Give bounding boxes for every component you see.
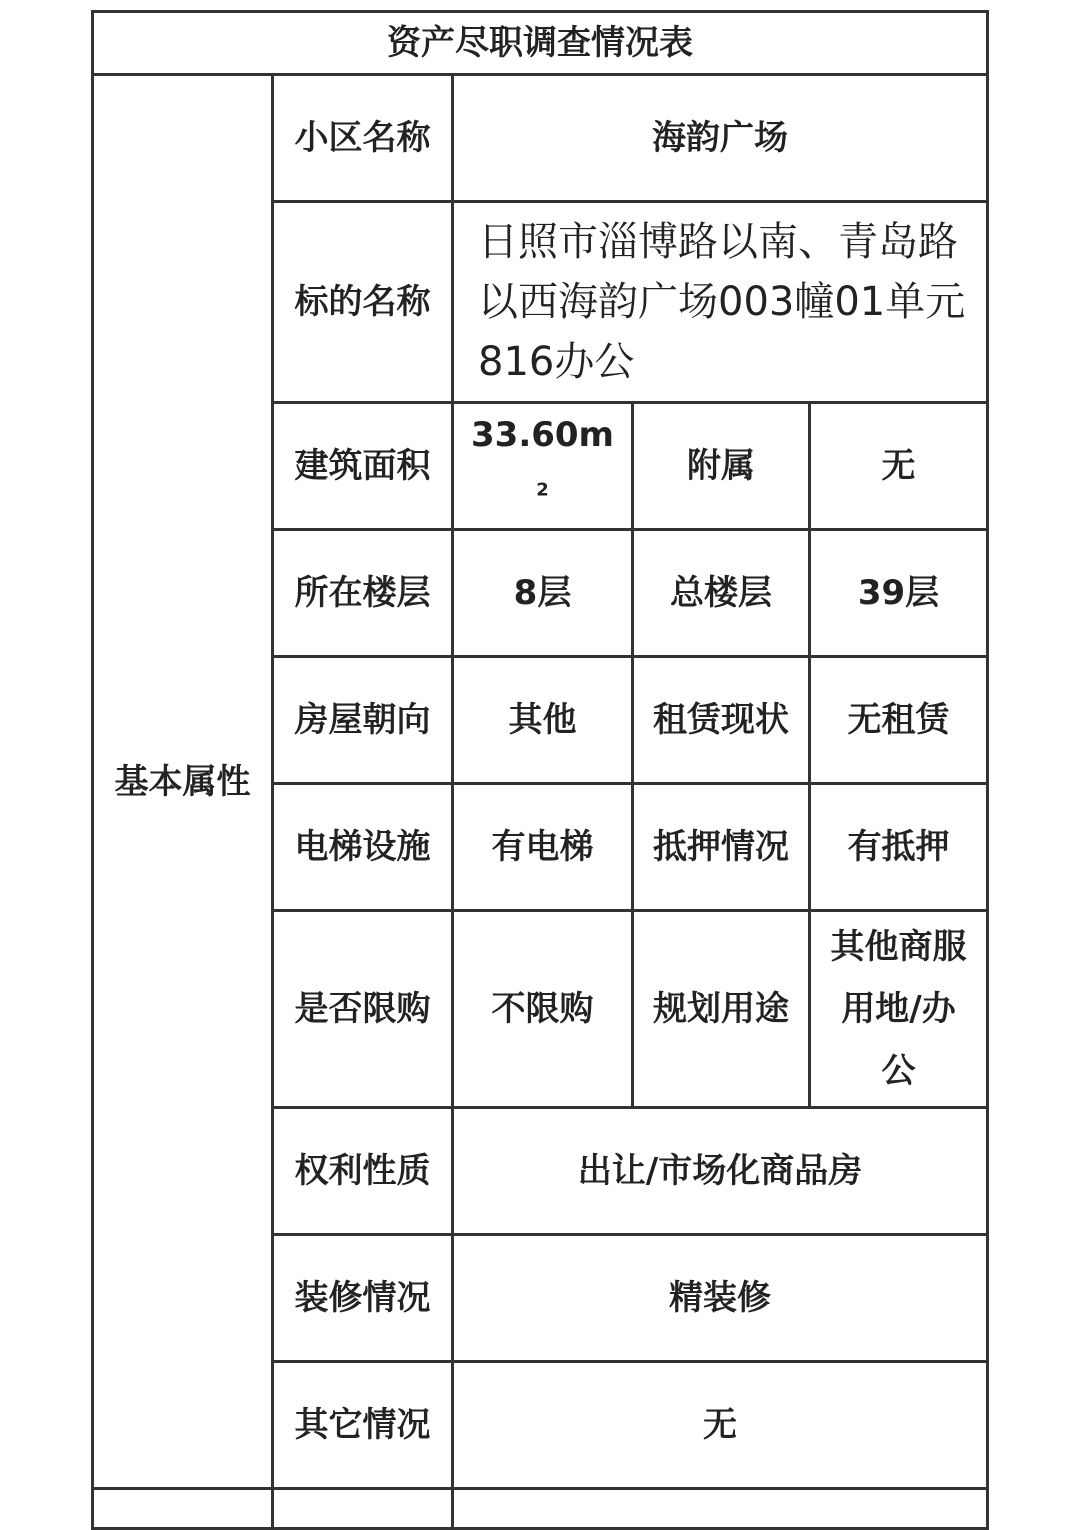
elevator-value: 有电梯 — [453, 784, 633, 911]
area-number: 33.60m — [471, 415, 614, 455]
area-label: 建筑面积 — [273, 403, 453, 530]
attached-value: 无 — [810, 403, 988, 530]
community-value: 海韵广场 — [453, 75, 988, 202]
other-label: 其它情况 — [273, 1362, 453, 1489]
total-floors-label: 总楼层 — [633, 530, 810, 657]
planned-use-label: 规划用途 — [633, 911, 810, 1108]
table-title: 资产尽职调查情况表 — [93, 12, 988, 75]
area-value — [453, 403, 633, 530]
property-value: 日照市淄博路以南、青岛路以西海韵广场003幢01单元816办公 — [453, 202, 988, 403]
due-diligence-sheet — [91, 10, 989, 1530]
decoration-label: 装修情况 — [273, 1235, 453, 1362]
next-row-cell — [273, 1489, 453, 1529]
other-value: 无 — [453, 1362, 988, 1489]
elevator-label: 电梯设施 — [273, 784, 453, 911]
floor-value: 8层 — [453, 530, 633, 657]
lease-label: 租赁现状 — [633, 657, 810, 784]
decoration-value: 精装修 — [453, 1235, 988, 1362]
rights-value: 出让/市场化商品房 — [453, 1108, 988, 1235]
property-label: 标的名称 — [273, 202, 453, 403]
next-row-cell — [453, 1489, 988, 1529]
floor-label: 所在楼层 — [273, 530, 453, 657]
attached-label: 附属 — [633, 403, 810, 530]
orientation-label: 房屋朝向 — [273, 657, 453, 784]
purchase-limit-label: 是否限购 — [273, 911, 453, 1108]
community-label: 小区名称 — [273, 75, 453, 202]
area-unit-superscript: 2 — [536, 479, 549, 501]
orientation-value: 其他 — [453, 657, 633, 784]
rights-label: 权利性质 — [273, 1108, 453, 1235]
section-basic-attributes: 基本属性 — [93, 75, 273, 1489]
mortgage-label: 抵押情况 — [633, 784, 810, 911]
purchase-limit-value: 不限购 — [453, 911, 633, 1108]
next-row-cell — [93, 1489, 273, 1529]
planned-use-value: 其他商服用地/办公 — [810, 911, 988, 1108]
lease-value: 无租赁 — [810, 657, 988, 784]
total-floors-value: 39层 — [810, 530, 988, 657]
asset-table — [91, 10, 989, 1530]
mortgage-value: 有抵押 — [810, 784, 988, 911]
